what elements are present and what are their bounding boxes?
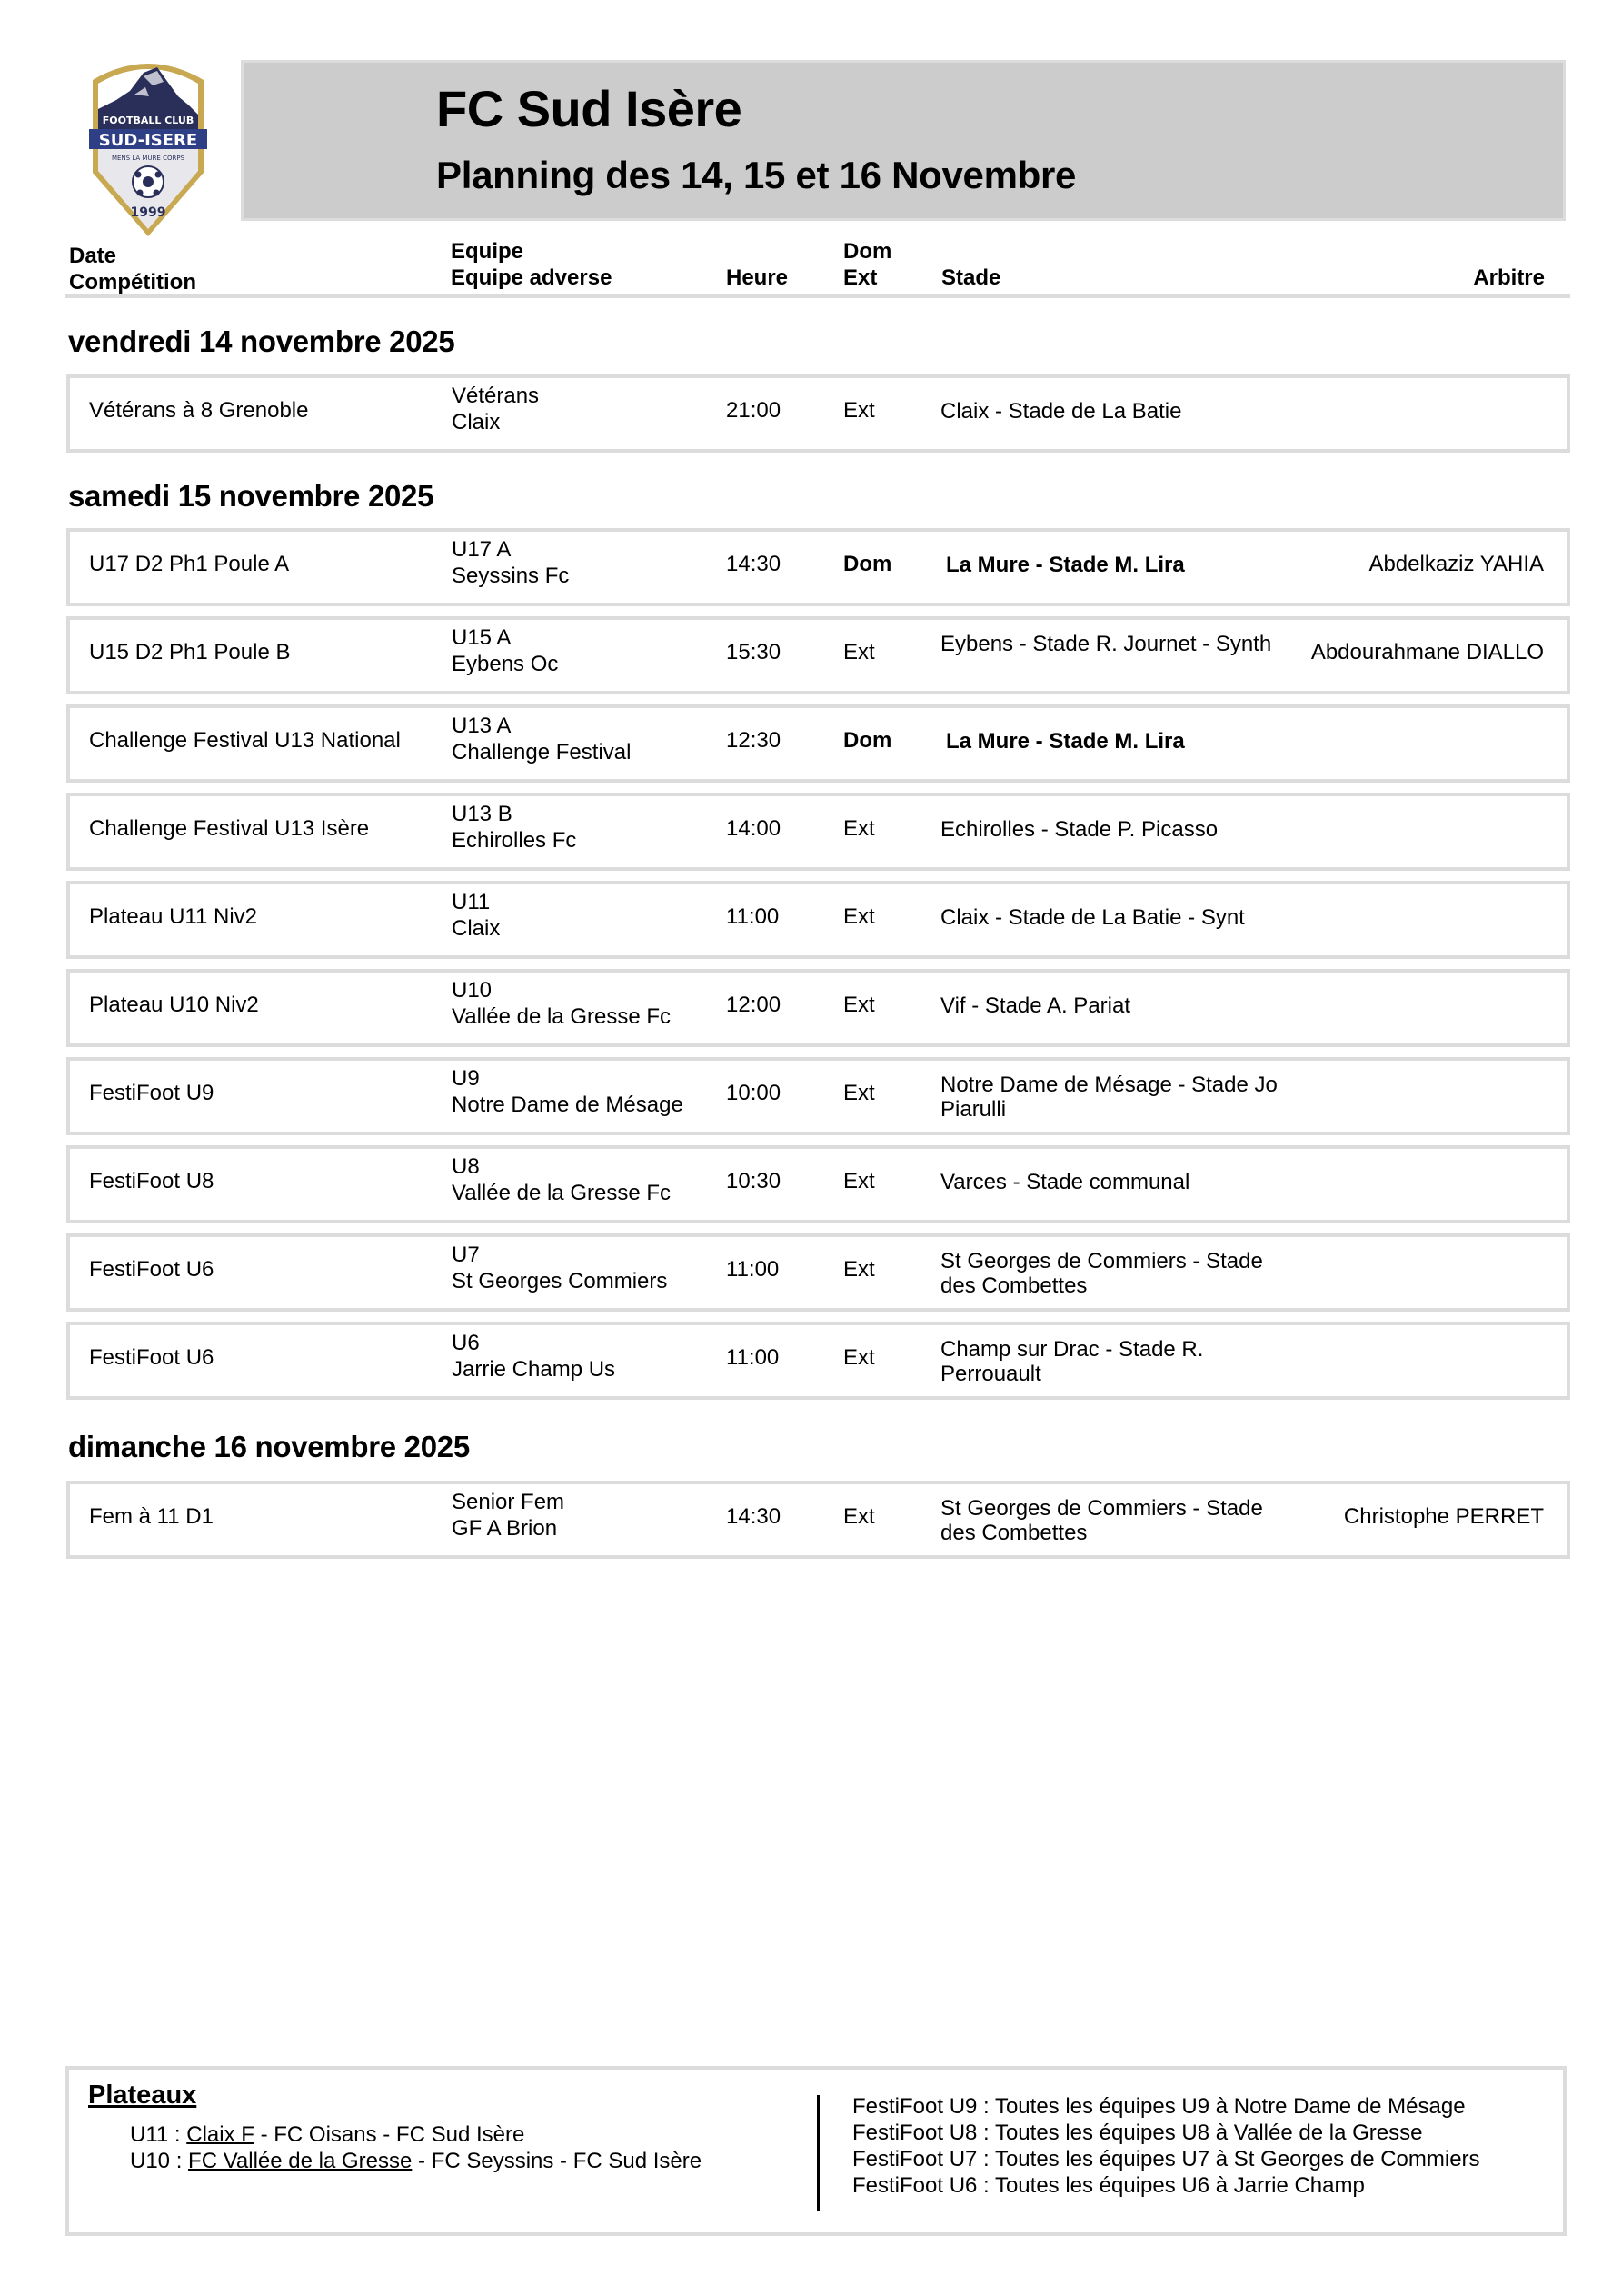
stadium: Eybens - Stade R. Journet - Synth xyxy=(940,632,1272,656)
home-away: Ext xyxy=(843,1081,875,1105)
svg-text:1999: 1999 xyxy=(130,205,166,220)
home-away: Ext xyxy=(843,993,875,1017)
teams xyxy=(452,1065,683,1118)
kickoff-time: 10:30 xyxy=(726,1169,781,1193)
competition: FestiFoot U8 xyxy=(89,1169,214,1193)
referee: Abdelkaziz YAHIA xyxy=(1368,552,1544,576)
match-row xyxy=(66,793,1570,871)
team: U13 B xyxy=(452,802,512,826)
match-row xyxy=(66,704,1570,783)
stadium: Varces - Stade communal xyxy=(940,1170,1190,1194)
match-row xyxy=(66,1233,1570,1312)
team: U6 xyxy=(452,1331,480,1355)
stadium: La Mure - Stade M. Lira xyxy=(946,729,1185,754)
kickoff-time: 21:00 xyxy=(726,398,781,423)
team: U11 xyxy=(452,890,491,914)
competition: U15 D2 Ph1 Poule B xyxy=(89,640,291,664)
home-away: Ext xyxy=(843,904,875,929)
home-away: Ext xyxy=(843,640,875,664)
opponent: Claix xyxy=(452,410,501,434)
teams xyxy=(452,536,569,589)
team: U10 xyxy=(452,978,493,1003)
kickoff-time: 14:30 xyxy=(726,1504,781,1529)
col-stade: Stade xyxy=(941,265,1001,290)
col-arbitre: Arbitre xyxy=(1473,265,1545,290)
opponent: Challenge Festival xyxy=(452,740,632,764)
teams xyxy=(452,1153,671,1206)
home-away: Dom xyxy=(843,552,892,576)
teams xyxy=(452,977,671,1030)
stadium: La Mure - Stade M. Lira xyxy=(946,553,1185,577)
match-row xyxy=(66,528,1570,606)
referee: Christophe PERRET xyxy=(1343,1504,1544,1529)
team: U13 A xyxy=(452,714,512,738)
col-heure: Heure xyxy=(726,265,789,290)
home-away: Ext xyxy=(843,398,875,423)
opponent: Jarrie Champ Us xyxy=(452,1357,616,1382)
plateau-line: U11 : Claix F - FC Oisans - FC Sud Isère xyxy=(130,2122,525,2147)
footer-divider xyxy=(817,2095,820,2211)
match-row xyxy=(66,1057,1570,1135)
festifoot-line: FestiFoot U9 : Toutes les équipes U9 à Notre Dame de Mésage xyxy=(852,2094,1466,2119)
stadium: Vif - Stade A. Pariat xyxy=(940,993,1131,1018)
stadium: St Georges de Commiers - Stade des Combettes xyxy=(940,1496,1263,1545)
competition: Fem à 11 D1 xyxy=(89,1504,214,1529)
opponent: Seyssins Fc xyxy=(452,564,570,588)
festifoot-line: FestiFoot U7 : Toutes les équipes U7 à St Georges de Commiers xyxy=(852,2147,1480,2171)
team: Vétérans xyxy=(452,384,540,408)
plateau-line: U10 : FC Vallée de la Gresse - FC Seyssins - FC Sud Isère xyxy=(130,2149,702,2173)
teams xyxy=(452,713,631,765)
match-row xyxy=(66,969,1570,1047)
opponent: Vallée de la Gresse Fc xyxy=(452,1004,671,1029)
match-row xyxy=(66,1145,1570,1223)
page-title: FC Sud Isère xyxy=(436,80,742,137)
team: U8 xyxy=(452,1154,480,1179)
team: U7 xyxy=(452,1243,480,1267)
day-heading: dimanche 16 novembre 2025 xyxy=(68,1430,470,1463)
kickoff-time: 14:30 xyxy=(726,552,781,576)
kickoff-time: 15:30 xyxy=(726,640,781,664)
title-banner xyxy=(241,60,1566,221)
teams xyxy=(452,801,576,854)
match-row xyxy=(66,374,1570,453)
home-away: Ext xyxy=(843,1345,875,1370)
kickoff-time: 12:00 xyxy=(726,993,781,1017)
competition: Plateau U11 Niv2 xyxy=(89,904,257,929)
festifoot-line: FestiFoot U6 : Toutes les équipes U6 à Jarrie Champ xyxy=(852,2173,1365,2198)
competition: FestiFoot U9 xyxy=(89,1081,214,1105)
match-row xyxy=(66,1481,1570,1559)
team: U9 xyxy=(452,1066,480,1091)
competition: Challenge Festival U13 Isère xyxy=(89,816,370,841)
page-subtitle: Planning des 14, 15 et 16 Novembre xyxy=(436,154,1077,196)
match-row xyxy=(66,881,1570,959)
day-heading: vendredi 14 novembre 2025 xyxy=(68,324,455,358)
team: Senior Fem xyxy=(452,1490,565,1514)
stadium: Claix - Stade de La Batie xyxy=(940,399,1182,424)
opponent: GF A Brion xyxy=(452,1516,558,1541)
stadium: Echirolles - Stade P. Picasso xyxy=(940,817,1219,842)
teams xyxy=(452,889,500,942)
team: U17 A xyxy=(452,537,512,562)
match-row xyxy=(66,1322,1570,1400)
competition: FestiFoot U6 xyxy=(89,1345,214,1370)
opponent: Echirolles Fc xyxy=(452,828,577,853)
stadium: Notre Dame de Mésage - Stade Jo Piarulli xyxy=(940,1073,1278,1122)
kickoff-time: 11:00 xyxy=(726,904,780,929)
svg-text:SUD-ISERE: SUD-ISERE xyxy=(98,131,198,150)
opponent: Notre Dame de Mésage xyxy=(452,1093,683,1117)
footer-notes xyxy=(65,2066,1567,2236)
teams xyxy=(452,624,558,677)
col-date: Date Compétition xyxy=(69,244,196,294)
home-away: Ext xyxy=(843,1169,875,1193)
festifoot-line: FestiFoot U8 : Toutes les équipes U8 à Vallée de la Gresse xyxy=(852,2121,1423,2145)
col-equipe: Equipe Equipe adverse xyxy=(451,239,612,290)
day-heading: samedi 15 novembre 2025 xyxy=(68,479,434,513)
competition: Vétérans à 8 Grenoble xyxy=(89,398,309,423)
team: U15 A xyxy=(452,625,512,650)
match-row xyxy=(66,616,1570,694)
opponent: Claix xyxy=(452,916,501,941)
kickoff-time: 12:30 xyxy=(726,728,781,753)
club-logo xyxy=(80,55,216,238)
competition: Challenge Festival U13 National xyxy=(89,728,401,753)
svg-text:FOOTBALL CLUB: FOOTBALL CLUB xyxy=(102,115,194,126)
club-crest-icon xyxy=(80,55,216,238)
svg-text:MENS LA MURE CORPS: MENS LA MURE CORPS xyxy=(111,155,185,162)
teams xyxy=(452,1330,615,1383)
home-away: Dom xyxy=(843,728,892,753)
stadium: Champ sur Drac - Stade R. Perrouault xyxy=(940,1337,1204,1386)
home-away: Ext xyxy=(843,1504,875,1529)
opponent: St Georges Commiers xyxy=(452,1269,668,1293)
teams xyxy=(452,383,539,435)
stadium: Claix - Stade de La Batie - Synt xyxy=(940,905,1245,930)
plateaux-title: Plateaux xyxy=(88,2081,197,2110)
opponent: Vallée de la Gresse Fc xyxy=(452,1181,671,1205)
teams xyxy=(452,1242,667,1294)
home-away: Ext xyxy=(843,1257,875,1282)
kickoff-time: 10:00 xyxy=(726,1081,781,1105)
opponent: Eybens Oc xyxy=(452,652,559,676)
kickoff-time: 14:00 xyxy=(726,816,781,841)
competition: Plateau U10 Niv2 xyxy=(89,993,259,1017)
home-away: Ext xyxy=(843,816,875,841)
competition: U17 D2 Ph1 Poule A xyxy=(89,552,290,576)
stadium: St Georges de Commiers - Stade des Combettes xyxy=(940,1249,1263,1298)
referee: Abdourahmane DIALLO xyxy=(1310,640,1544,664)
table-header xyxy=(65,238,1570,298)
teams xyxy=(452,1489,564,1542)
competition: FestiFoot U6 xyxy=(89,1257,214,1282)
col-domext: Dom Ext xyxy=(843,239,892,290)
kickoff-time: 11:00 xyxy=(726,1345,780,1370)
kickoff-time: 11:00 xyxy=(726,1257,780,1282)
